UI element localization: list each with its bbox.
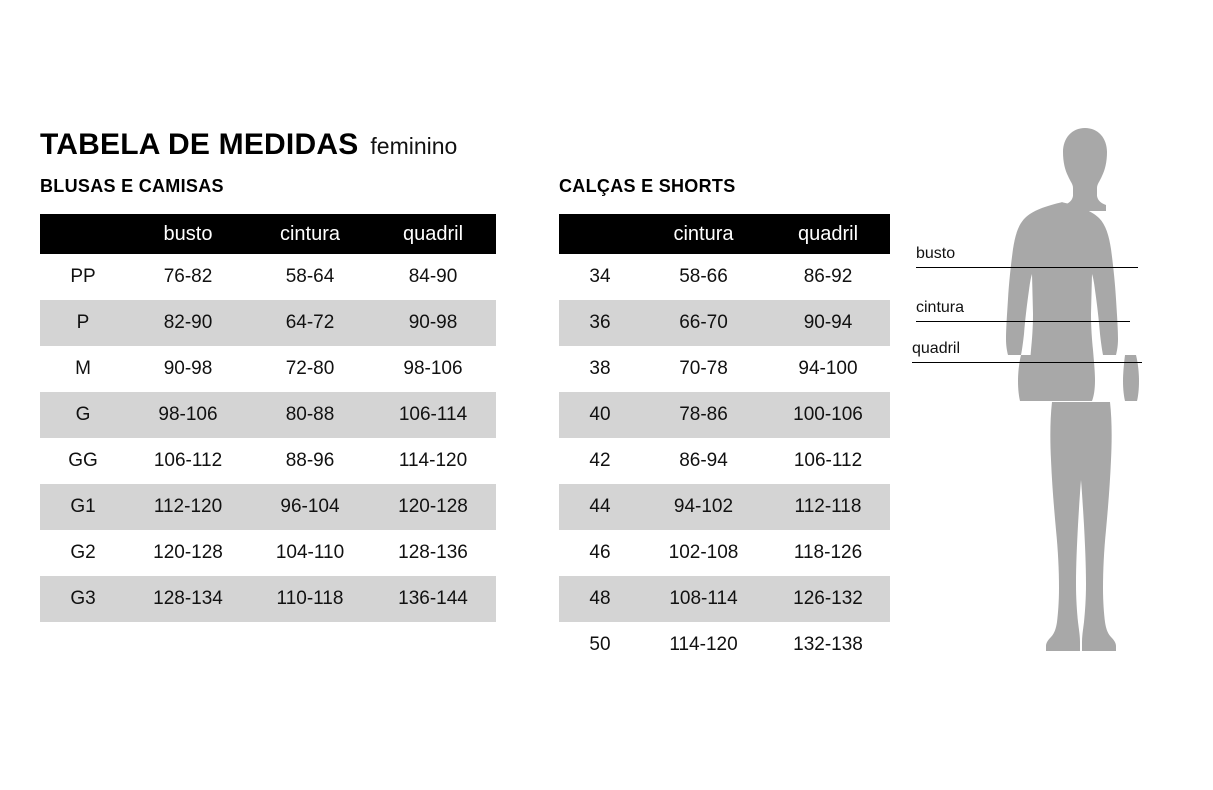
table-row [559,484,890,530]
cell-size: 38 [559,346,641,392]
table-row [40,392,496,438]
cell-quadril: 120-128 [370,484,496,530]
cell-cintura: 58-64 [250,254,370,300]
cell-cintura: 78-86 [641,392,766,438]
callout-line-cintura [916,321,1130,322]
cell-cintura: 96-104 [250,484,370,530]
female-body-silhouette-icon [900,120,1200,665]
cell-size: 48 [559,576,641,622]
cell-busto: 82-90 [126,300,250,346]
cell-cintura: 86-94 [641,438,766,484]
cell-cintura: 102-108 [641,530,766,576]
column-header-cintura: cintura [250,214,370,254]
cell-busto: 106-112 [126,438,250,484]
cell-quadril: 112-118 [766,484,890,530]
column-header-quadril: quadril [766,214,890,254]
cell-size: M [40,346,126,392]
cell-cintura: 94-102 [641,484,766,530]
table-row [40,254,496,300]
cell-size: G2 [40,530,126,576]
cell-size: PP [40,254,126,300]
table-row [559,346,890,392]
size-table-tops [40,214,496,622]
column-header-busto: busto [126,214,250,254]
cell-quadril: 98-106 [370,346,496,392]
cell-cintura: 88-96 [250,438,370,484]
cell-quadril: 114-120 [370,438,496,484]
table-row [40,300,496,346]
callout-line-busto [916,267,1138,268]
cell-busto: 128-134 [126,576,250,622]
cell-quadril: 106-112 [766,438,890,484]
column-header-size [40,214,126,254]
table-row [40,438,496,484]
page-title-main: TABELA DE MEDIDAS [40,128,359,161]
cell-busto: 112-120 [126,484,250,530]
table-row [559,392,890,438]
cell-cintura: 58-66 [641,254,766,300]
cell-quadril: 100-106 [766,392,890,438]
table-row [559,576,890,622]
table-header-row [559,214,890,254]
cell-size: 42 [559,438,641,484]
cell-size: 36 [559,300,641,346]
table-header-row [40,214,496,254]
cell-quadril: 136-144 [370,576,496,622]
callout-label-busto: busto [916,245,956,262]
cell-quadril: 126-132 [766,576,890,622]
cell-busto: 98-106 [126,392,250,438]
cell-cintura: 104-110 [250,530,370,576]
page-title [40,128,457,162]
callout-label-cintura: cintura [916,299,965,316]
callout-line-quadril [912,362,1142,363]
cell-cintura: 110-118 [250,576,370,622]
size-table-bottoms [559,214,890,668]
table-row [40,576,496,622]
cell-size: 44 [559,484,641,530]
cell-size: G1 [40,484,126,530]
table-row [40,346,496,392]
cell-cintura: 66-70 [641,300,766,346]
cell-cintura: 114-120 [641,622,766,668]
cell-size: 40 [559,392,641,438]
cell-quadril: 106-114 [370,392,496,438]
cell-quadril: 118-126 [766,530,890,576]
cell-size: 50 [559,622,641,668]
table-row [559,530,890,576]
table-row [559,254,890,300]
section-heading-tops: BLUSAS E CAMISAS [40,176,224,196]
column-header-size [559,214,641,254]
callout-label-quadril: quadril [912,340,961,357]
section-heading-bottoms: CALÇAS E SHORTS [559,176,736,196]
cell-quadril: 90-94 [766,300,890,346]
cell-quadril: 132-138 [766,622,890,668]
table-row [40,530,496,576]
cell-size: G [40,392,126,438]
cell-quadril: 128-136 [370,530,496,576]
column-header-quadril: quadril [370,214,496,254]
cell-size: 46 [559,530,641,576]
cell-cintura: 80-88 [250,392,370,438]
cell-size: G3 [40,576,126,622]
cell-cintura: 108-114 [641,576,766,622]
cell-busto: 120-128 [126,530,250,576]
cell-quadril: 86-92 [766,254,890,300]
table-row [559,622,890,668]
table-row [559,300,890,346]
cell-cintura: 64-72 [250,300,370,346]
cell-cintura: 70-78 [641,346,766,392]
cell-quadril: 94-100 [766,346,890,392]
table-row [40,484,496,530]
cell-quadril: 84-90 [370,254,496,300]
cell-size: 34 [559,254,641,300]
body-figure [900,120,1200,665]
cell-busto: 90-98 [126,346,250,392]
cell-cintura: 72-80 [250,346,370,392]
cell-size: GG [40,438,126,484]
page-title-subtitle: feminino [370,133,458,159]
cell-busto: 76-82 [126,254,250,300]
table-row [559,438,890,484]
cell-size: P [40,300,126,346]
cell-quadril: 90-98 [370,300,496,346]
column-header-cintura: cintura [641,214,766,254]
